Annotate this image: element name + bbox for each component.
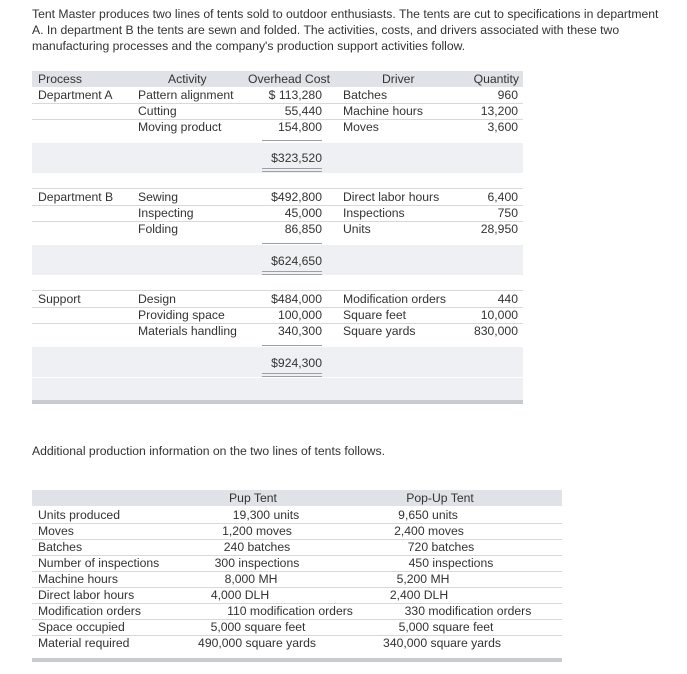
- pup-tent-value: 4,000 DLH: [210, 588, 270, 602]
- process-support: Support: [38, 292, 81, 306]
- activity-cell: Pattern alignment: [138, 88, 234, 102]
- driver-cell: Modification orders: [343, 292, 446, 306]
- total-department-b: $624,650: [271, 254, 322, 268]
- header-driver: Driver: [382, 72, 415, 86]
- driver-cell: Square feet: [343, 308, 407, 322]
- production-row-label: Modification orders: [38, 604, 141, 618]
- pup-tent-value: 8,000 MH: [224, 572, 278, 586]
- pup-tent-value: 490,000 square yards: [198, 636, 316, 650]
- pop-up-tent-value: 5,200 MH: [396, 572, 450, 586]
- driver-cell: Batches: [343, 88, 388, 102]
- pop-up-tent-value: 340,000 square yards: [383, 636, 501, 650]
- pop-up-tent-value: 2,400 DLH: [389, 588, 449, 602]
- pup-tent-value: 19,300 units: [232, 508, 300, 522]
- pup-tent-value: 300 inspections: [214, 556, 300, 570]
- overhead-cell: $ 113,280: [268, 88, 322, 102]
- production-row-label: Machine hours: [38, 572, 118, 586]
- total-department-a: $323,520: [271, 151, 322, 165]
- driver-cell: Units: [343, 222, 371, 236]
- total-double-underline: [262, 271, 322, 275]
- production-row-label: Batches: [38, 540, 83, 554]
- pup-tent-value: 5,000 square feet: [210, 620, 306, 634]
- activity-cell: Moving product: [138, 120, 222, 134]
- activity-cell: Design: [138, 292, 176, 306]
- header-activity: Activity: [168, 72, 207, 86]
- overhead-cell: 86,850: [284, 222, 322, 236]
- quantity-cell: 10,000: [480, 308, 518, 322]
- quantity-cell: 440: [497, 292, 518, 306]
- overhead-cell: $492,800: [271, 190, 322, 204]
- pop-up-tent-value: 720 batches: [407, 540, 475, 554]
- production-row-label: Direct labor hours: [38, 588, 135, 602]
- header-overhead-cost: Overhead Cost: [248, 72, 330, 86]
- quantity-cell: 13,200: [480, 104, 518, 118]
- total-double-underline: [262, 373, 322, 377]
- pop-up-tent-value: 5,000 square feet: [398, 620, 494, 634]
- driver-cell: Moves: [343, 120, 379, 134]
- total-double-underline: [262, 168, 322, 172]
- overhead-cell: 100,000: [277, 308, 322, 322]
- production-row-label: Moves: [38, 524, 74, 538]
- production-row-label: Units produced: [38, 508, 120, 522]
- table-footer-band: [32, 378, 523, 400]
- pop-up-tent-value: 450 inspections: [408, 556, 494, 570]
- activity-cell: Cutting: [138, 104, 177, 118]
- quantity-cell: 6,400: [487, 190, 518, 204]
- activity-cell: Sewing: [138, 190, 178, 204]
- activity-cell: Materials handling: [138, 324, 237, 338]
- pop-up-tent-value: 2,400 moves: [394, 524, 464, 538]
- production-row-label: Space occupied: [38, 620, 125, 634]
- overhead-cell: 45,000: [284, 206, 322, 220]
- activity-cell: Inspecting: [138, 206, 194, 220]
- header-pop-up-tent: Pop-Up Tent: [406, 491, 474, 505]
- quantity-cell: 750: [497, 206, 518, 220]
- subtotal-underline: [262, 345, 322, 346]
- overhead-cell: $484,000: [271, 292, 322, 306]
- quantity-cell: 3,600: [487, 120, 518, 134]
- pop-up-tent-value: 9,650 units: [398, 508, 458, 522]
- overhead-cell: 55,440: [284, 104, 322, 118]
- intro-paragraph: Tent Master produces two lines of tents sold to outdoor enthusiasts. The tents are cut to specifications in department A. In department B the tents are sewn and folded. The activities, costs, and drivers associated with these two manufacturing processes and the company's production support activities follow.: [32, 7, 659, 53]
- process-department-a: Department A: [38, 88, 113, 102]
- subtotal-underline: [262, 243, 322, 244]
- driver-cell: Inspections: [343, 206, 405, 220]
- additional-info-text: Additional production information on the two lines of tents follows.: [32, 444, 385, 458]
- quantity-cell: 28,950: [480, 222, 518, 236]
- driver-cell: Direct labor hours: [343, 190, 440, 204]
- header-quantity: Quantity: [473, 72, 519, 86]
- activity-cell: Folding: [138, 222, 178, 236]
- process-department-b: Department B: [38, 190, 114, 204]
- header-pup-tent: Pup Tent: [229, 491, 277, 505]
- overhead-cell: 340,300: [277, 324, 322, 338]
- driver-cell: Square yards: [343, 324, 416, 338]
- total-support: $924,300: [271, 356, 322, 370]
- pop-up-tent-value: 330 modification orders: [404, 604, 532, 618]
- pup-tent-value: 110 modification orders: [227, 604, 353, 618]
- production-row-label: Material required: [38, 636, 130, 650]
- quantity-cell: 830,000: [473, 324, 518, 338]
- production-row-label: Number of inspections: [38, 556, 160, 570]
- production-bottom-rule: [32, 658, 562, 662]
- pup-tent-value: 1,200 moves: [222, 524, 292, 538]
- activity-cell: Providing space: [138, 308, 225, 322]
- pup-tent-value: 240 batches: [223, 540, 291, 554]
- driver-cell: Machine hours: [343, 104, 423, 118]
- quantity-cell: 960: [497, 88, 518, 102]
- subtotal-underline: [262, 140, 322, 141]
- header-process: Process: [38, 72, 83, 86]
- overhead-cell: 154,800: [277, 120, 322, 134]
- table-bottom-rule: [32, 400, 523, 404]
